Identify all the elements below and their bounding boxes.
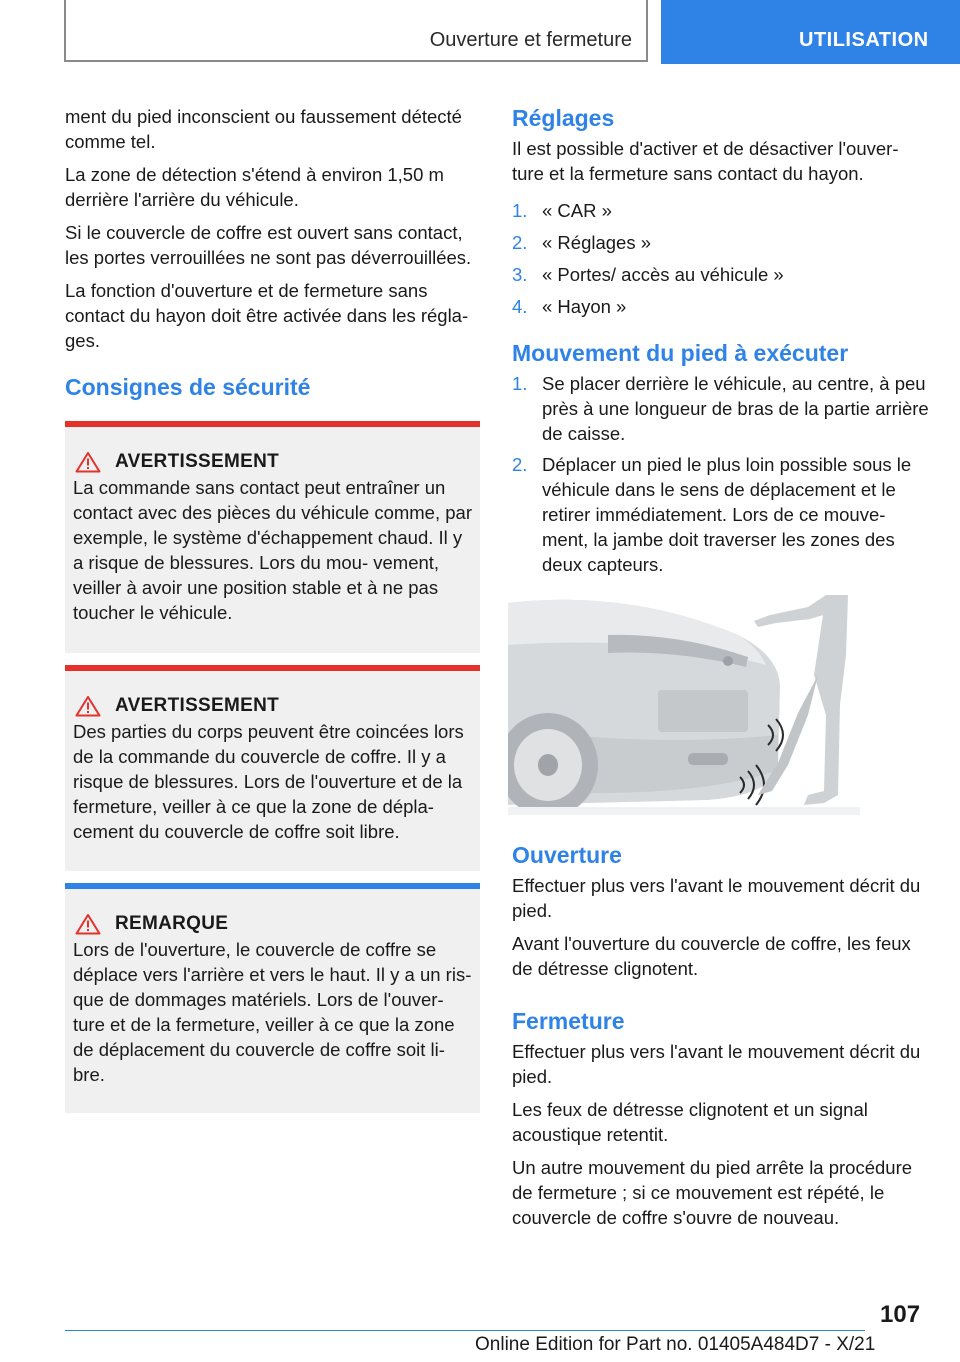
intro-paragraph: La zone de détection s'étend à environ 1,50 m derrière l'arrière du véhicule.	[65, 164, 444, 210]
warning-bar	[65, 421, 480, 427]
foot-movement-illustration	[508, 595, 860, 815]
opening-paragraph: Effectuer plus vers l'avant le mouvement décrit du pied.	[512, 875, 921, 921]
safety-heading: Consignes de sécurité	[65, 374, 311, 400]
header-section-box	[64, 0, 648, 62]
closing-paragraph: Les feux de détresse clignotent et un signal acoustique retentit.	[512, 1099, 868, 1145]
warning-title: AVERTISSEMENT	[115, 695, 280, 716]
footer-edition: Online Edition for Part no. 01405A484D7 - X/21	[475, 1334, 876, 1355]
list-item	[512, 262, 932, 287]
page-number: 107	[880, 1301, 921, 1328]
list-item	[512, 371, 932, 446]
movement-steps	[512, 371, 932, 577]
list-item	[512, 198, 932, 223]
opening-paragraph: Avant l'ouverture du couvercle de coffre, les feux de détresse clignotent.	[512, 933, 911, 979]
settings-heading: Réglages	[512, 105, 615, 131]
step-number: 1.	[512, 200, 528, 221]
closing-paragraph: Un autre mouvement du pied arrête la procédure de fermeture ; si ce mouvement est répété, le couvercle de coffre s'ouvre de nouveau.	[512, 1157, 913, 1228]
intro-paragraph: ment du pied inconscient ou faussement détecté comme tel.	[65, 106, 462, 152]
settings-paragraph: Il est possible d'activer et de désactiver l'ouver‐ ture et la fermeture sans contact du hayon.	[512, 138, 899, 184]
step-text: « Portes/ accès au véhicule »	[542, 264, 784, 285]
warning-box	[65, 421, 480, 653]
warning-triangle-icon	[75, 695, 101, 717]
footer-divider	[65, 1330, 865, 1331]
movement-heading: Mouvement du pied à exécuter	[512, 340, 849, 366]
step-number: 2.	[512, 232, 528, 253]
warning-text: Des parties du corps peuvent être coincées lors de la commande du couvercle de coffre. Il y a risque de blessures. Lors de l'ouverture et de la fermeture, veiller à ce que la zone de dépla‐ cement du couvercle de coffre soit libre.	[73, 721, 464, 842]
right-column	[512, 104, 932, 1238]
step-number: 3.	[512, 264, 528, 285]
header-section-title: Ouverture et fermeture	[429, 29, 632, 51]
step-text: « CAR »	[542, 200, 612, 221]
step-number: 4.	[512, 296, 528, 317]
step-number: 1.	[512, 373, 528, 394]
step-text: Se placer derrière le véhicule, au centre, à peu près à une longueur de bras de la partie arrière de caisse.	[542, 373, 929, 444]
step-number: 2.	[512, 454, 528, 475]
list-item	[512, 452, 932, 577]
header-chapter-tab	[661, 0, 960, 64]
warning-box	[65, 665, 480, 871]
header-chapter-title: UTILISATION	[799, 29, 929, 51]
opening-heading: Ouverture	[512, 842, 622, 868]
intro-paragraph: Si le couvercle de coffre est ouvert sans contact, les portes verrouillées ne sont pas déverrouillées.	[65, 222, 472, 268]
notice-title: REMARQUE	[115, 913, 229, 934]
warning-triangle-icon	[75, 451, 101, 473]
warning-title: AVERTISSEMENT	[115, 451, 280, 472]
intro-paragraph: La fonction d'ouverture et de fermeture sans contact du hayon doit être activée dans les régla‐ ges.	[65, 280, 469, 351]
notice-text: Lors de l'ouverture, le couvercle de coffre se déplace vers l'arrière et vers le haut. Il y a un ris‐ que de dommages matériels. Lors de l'ouver‐ ture et de la fermeture, veiller à ce que la zone de déplacement du couvercle de coffre soit li‐ bre.	[73, 939, 472, 1085]
step-text: « Réglages »	[542, 232, 652, 253]
step-text: « Hayon »	[542, 296, 627, 317]
notice-box	[65, 883, 480, 1113]
list-item	[512, 294, 932, 319]
step-text: Déplacer un pied le plus loin possible sous le véhicule dans le sens de déplacement et le retirer immédiatement. Lors de ce mouve‐ ment, la jambe doit traverser les zones des deux capteurs.	[542, 454, 912, 575]
list-item	[512, 230, 932, 255]
left-column	[65, 104, 480, 1113]
notice-triangle-icon	[75, 913, 101, 935]
closing-heading: Fermeture	[512, 1008, 625, 1034]
warning-bar	[65, 665, 480, 671]
notice-bar	[65, 883, 480, 889]
settings-steps	[512, 198, 932, 319]
warning-text: La commande sans contact peut entraîner un contact avec des pièces du véhicule comme, par exemple, le système d'échappement chaud. Il y a risque de blessures. Lors du mou‐ vement, veiller à avoir une position stable et à ne pas toucher le véhicule.	[73, 477, 472, 623]
closing-paragraph: Effectuer plus vers l'avant le mouvement décrit du pied.	[512, 1041, 921, 1087]
